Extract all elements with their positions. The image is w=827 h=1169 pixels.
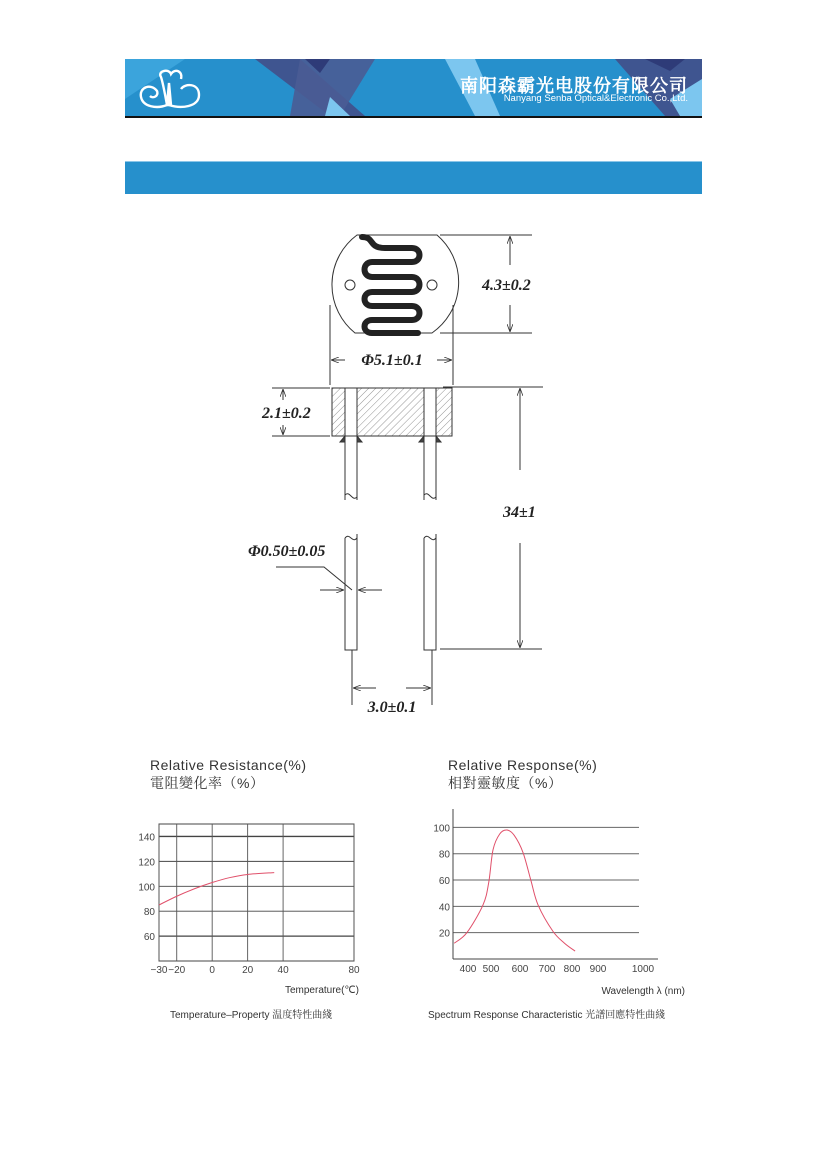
- chart2-ytick-label: 20: [438, 928, 450, 940]
- chart1-xtick-label: −30: [150, 965, 168, 976]
- chart2-xtick-label: 600: [511, 964, 529, 975]
- chart1-xtick-label: 0: [209, 965, 215, 976]
- pin-left: [345, 436, 357, 500]
- chart1-ytick-label: 80: [143, 907, 155, 919]
- temperature-chart: [0, 800, 400, 990]
- chart2-xtick-label: 900: [589, 964, 607, 975]
- company-name-en: Nanyang Senba Optical&Electronic Co.,Ltd.: [503, 93, 688, 104]
- chart2-xtick-label: 500: [482, 964, 500, 975]
- chart2-ytick-label: 40: [438, 902, 450, 914]
- chart2-ytick-label: 100: [433, 823, 450, 835]
- chart1-xtick-label: 20: [242, 965, 254, 976]
- chart2-ytick-label: 80: [438, 849, 450, 861]
- chart1-title-cn: 電阻變化率（%）: [150, 775, 265, 791]
- chart1-frame: [159, 824, 354, 961]
- dim-pin-diameter-label: Φ0.50±0.05: [248, 543, 326, 560]
- spectrum-chart: [400, 800, 700, 990]
- dim-height-label: 4.3±0.2: [482, 277, 531, 294]
- chart1-xtick-label: 80: [348, 965, 360, 976]
- chart1-xtick-label: −20: [168, 965, 186, 976]
- chart2-xtick-label: 700: [538, 964, 556, 975]
- chart2-xtick-label: 800: [563, 964, 581, 975]
- dim-diameter-label: Φ5.1±0.1: [361, 352, 423, 369]
- dim-thickness-label: 2.1±0.2: [262, 405, 311, 422]
- chart1-ytick-label: 100: [138, 882, 155, 894]
- chart1-xlabel: Temperature(℃): [284, 985, 359, 996]
- company-name-cn: 南阳森霸光电股份有限公司: [460, 76, 688, 96]
- chart1-ytick-label: 140: [138, 832, 155, 844]
- chart2-title: Relative Response(%): [448, 757, 598, 773]
- pin-right: [424, 436, 436, 500]
- chart2-xtick-label: 400: [459, 964, 477, 975]
- chart1-caption: Temperature–Property 温度特性曲綫: [170, 1010, 333, 1021]
- dim-length-label: 34±1: [503, 504, 536, 521]
- chart1-ytick-label: 120: [138, 857, 155, 869]
- chart1-xtick-label: 40: [277, 965, 289, 976]
- chart2-xtick-label: 1000: [631, 964, 655, 975]
- chart2-xlabel: Wavelength λ (nm): [601, 986, 685, 997]
- chart2-ytick-label: 60: [438, 876, 450, 888]
- dim-pin-pitch-label: 3.0±0.1: [367, 699, 417, 716]
- chart1-ytick-label: 60: [143, 932, 155, 944]
- chart1-title: Relative Resistance(%): [150, 757, 307, 773]
- chart2-caption: Spectrum Response Characteristic 光譜回應特性曲綫: [428, 1010, 666, 1021]
- chart2-title-cn: 相對靈敏度（%）: [448, 775, 563, 791]
